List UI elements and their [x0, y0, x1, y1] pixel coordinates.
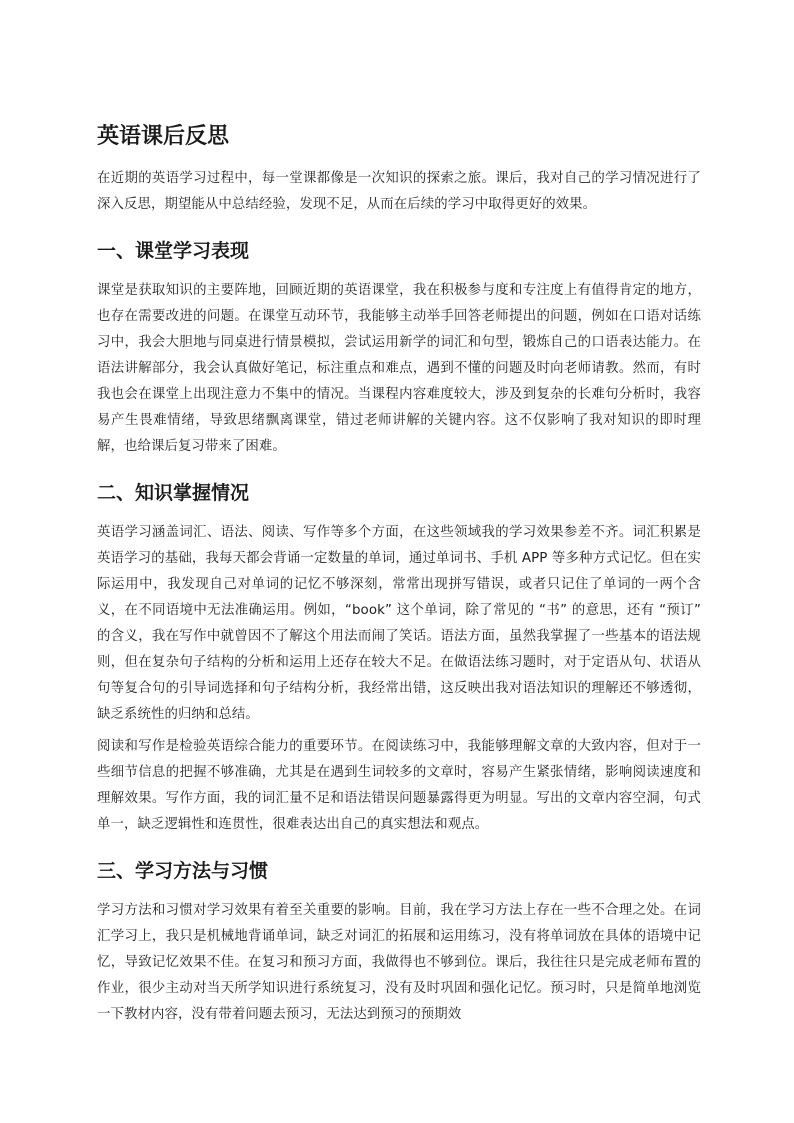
document-title: 英语课后反思	[97, 124, 230, 149]
section-classroom-performance	[97, 236, 701, 460]
section-heading: 三、学习方法与习惯	[97, 860, 269, 882]
section-paragraph: 英语学习涵盖词汇、语法、阅读、写作等多个方面，在这些领域我的学习效果参差不齐。词汇积累是英语学习的基础，我每天都会背诵一定数量的单词，通过单词书、手机 APP 等多种方式记忆。但在实际运用中，我发现自己对单词的记忆不够深刻，常常出现拼写错误，或者只记住了单词的一两个含义，在不同语境中无法准确运用。例如，“book” 这个单词，除了常见的 “书” 的意思，还有 “预订” 的含义，我在写作中就曾因不了解这个用法而闹了笑话。语法方面，虽然我掌握了一些基本的语法规则，但在复杂句子结构的分析和运用上还存在较大不足。在做语法练习题时，对于定语从句、状语从句等复合句的引导词选择和句子结构分析，我经常出错，这反映出我对语法知识的理解还不够透彻，缺乏系统性的归纳和总结。	[97, 525, 701, 722]
section-methods-habits	[97, 856, 701, 1028]
section-paragraph: 课堂是获取知识的主要阵地，回顾近期的英语课堂，我在积极参与度和专注度上有值得肯定的地方，也存在需要改进的问题。在课堂互动环节，我能够主动举手回答老师提出的问题，例如在口语对话练习中，我会大胆地与同桌进行情景模拟，尝试运用新学的词汇和句型，锻炼自己的口语表达能力。在语法讲解部分，我会认真做好笔记，标注重点和难点，遇到不懂的问题及时向老师请教。然而，有时我也会在课堂上出现注意力不集中的情况。当课程内容难度较大，涉及到复杂的长难句分析时，我容易产生畏难情绪，导致思绪飘离课堂，错过老师讲解的关键内容。这不仅影响了我对知识的即时理解，也给课后复习带来了困难。	[97, 283, 701, 454]
section-paragraph: 学习方法和习惯对学习效果有着至关重要的影响。目前，我在学习方法上存在一些不合理之处。在词汇学习上，我只是机械地背诵单词，缺乏对词汇的拓展和运用练习，没有将单词放在具体的语境中记忆，导致记忆效果不佳。在复习和预习方面，我做得也不够到位。课后，我往往只是完成老师布置的作业，很少主动对当天所学知识进行系统复习，没有及时巩固和强化记忆。预习时，只是简单地浏览一下教材内容，没有带着问题去预习，无法达到预习的预期效	[97, 903, 701, 1022]
intro-paragraph: 在近期的英语学习过程中，每一堂课都像是一次知识的探索之旅。课后，我对自己的学习情况进行了深入反思，期望能从中总结经验，发现不足，从而在后续的学习中取得更好的效果。	[97, 171, 701, 212]
section-paragraph: 阅读和写作是检验英语综合能力的重要环节。在阅读练习中，我能够理解文章的大致内容，但对于一些细节信息的把握不够准确，尤其是在遇到生词较多的文章时，容易产生紧张情绪，影响阅读速度和理解效果。写作方面，我的词汇量不足和语法错误问题暴露得更为明显。写出的文章内容空洞，句式单一，缺乏逻辑性和连贯性，很难表达出自己的真实想法和观点。	[97, 739, 701, 832]
section-knowledge-mastery	[97, 478, 701, 838]
document-page	[97, 118, 701, 1034]
section-heading: 二、知识掌握情况	[97, 482, 250, 504]
section-heading: 一、课堂学习表现	[97, 240, 250, 262]
